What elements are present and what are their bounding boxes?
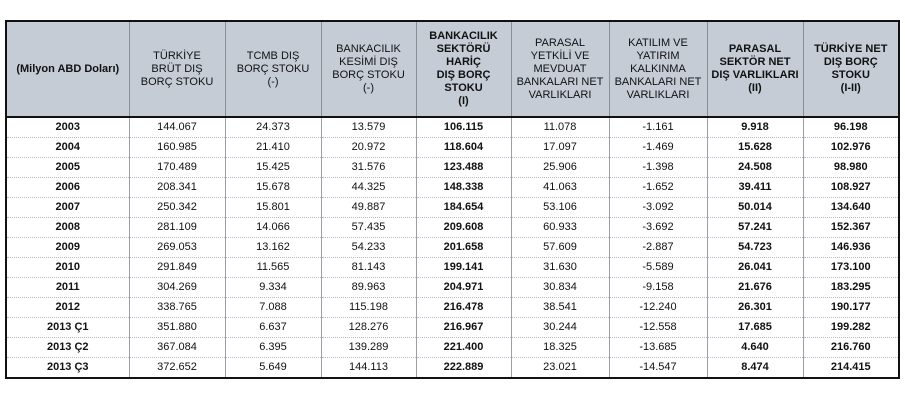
cell-banking-debt: 144.113: [321, 358, 416, 379]
cell-monetary-deposit-assets: 30.834: [511, 278, 609, 298]
cell-period: 2008: [6, 218, 129, 238]
cell-gross-debt: 250.342: [129, 198, 225, 218]
header-monetary-sector-net-assets: PARASAL SEKTÖR NET DIŞ VARLIKLARI (II): [707, 21, 803, 117]
cell-monetary-sector-assets: 50.014: [707, 198, 803, 218]
cell-monetary-deposit-assets: 53.106: [511, 198, 609, 218]
cell-gross-debt: 281.109: [129, 218, 225, 238]
cell-monetary-deposit-assets: 30.244: [511, 318, 609, 338]
cell-gross-debt: 160.985: [129, 138, 225, 158]
cell-excl-banking-debt: 222.889: [416, 358, 511, 379]
header-net-external-debt: TÜRKİYE NET DIŞ BORÇ STOKU (I-II): [803, 21, 899, 117]
cell-net-debt: 183.295: [803, 278, 899, 298]
cell-monetary-deposit-assets: 23.021: [511, 358, 609, 379]
cell-monetary-deposit-assets: 31.630: [511, 258, 609, 278]
header-participation-investment-net-assets: KATILIM VE YATIRIM KALKINMA BANKALARI NET VARLIKLARI: [609, 21, 707, 117]
external-debt-table-container: [5, 20, 898, 379]
cell-cbrt-debt: 14.066: [225, 218, 321, 238]
cell-excl-banking-debt: 184.654: [416, 198, 511, 218]
cell-gross-debt: 269.053: [129, 238, 225, 258]
cell-banking-debt: 139.289: [321, 338, 416, 358]
cell-period: 2010: [6, 258, 129, 278]
cell-monetary-sector-assets: 9.918: [707, 117, 803, 138]
cell-monetary-deposit-assets: 18.325: [511, 338, 609, 358]
cell-excl-banking-debt: 148.338: [416, 178, 511, 198]
cell-cbrt-debt: 11.565: [225, 258, 321, 278]
table-row: [6, 178, 899, 198]
cell-participation-assets: -9.158: [609, 278, 707, 298]
cell-monetary-deposit-assets: 60.933: [511, 218, 609, 238]
cell-excl-banking-debt: 221.400: [416, 338, 511, 358]
cell-net-debt: 190.177: [803, 298, 899, 318]
cell-banking-debt: 20.972: [321, 138, 416, 158]
cell-net-debt: 214.415: [803, 358, 899, 379]
cell-monetary-sector-assets: 15.628: [707, 138, 803, 158]
header-banking-external-debt: BANKACILIK KESİMİ DIŞ BORÇ STOKU (-): [321, 21, 416, 117]
cell-excl-banking-debt: 201.658: [416, 238, 511, 258]
cell-monetary-sector-assets: 24.508: [707, 158, 803, 178]
cell-monetary-deposit-assets: 41.063: [511, 178, 609, 198]
cell-banking-debt: 115.198: [321, 298, 416, 318]
cell-cbrt-debt: 24.373: [225, 117, 321, 138]
cell-period: 2013 Ç1: [6, 318, 129, 338]
cell-period: 2012: [6, 298, 129, 318]
table-row: [6, 318, 899, 338]
cell-monetary-deposit-assets: 11.078: [511, 117, 609, 138]
cell-gross-debt: 367.084: [129, 338, 225, 358]
cell-participation-assets: -12.240: [609, 298, 707, 318]
cell-gross-debt: 338.765: [129, 298, 225, 318]
cell-cbrt-debt: 6.395: [225, 338, 321, 358]
cell-gross-debt: 291.849: [129, 258, 225, 278]
cell-excl-banking-debt: 216.478: [416, 298, 511, 318]
table-row: [6, 358, 899, 379]
header-excl-banking-debt: BANKACILIK SEKTÖRÜ HARİÇ DIŞ BORÇ STOKU (I): [416, 21, 511, 117]
cell-cbrt-debt: 9.334: [225, 278, 321, 298]
table-row: [6, 278, 899, 298]
cell-net-debt: 173.100: [803, 258, 899, 278]
header-row: [6, 21, 899, 117]
cell-participation-assets: -3.692: [609, 218, 707, 238]
cell-monetary-sector-assets: 54.723: [707, 238, 803, 258]
cell-monetary-sector-assets: 26.041: [707, 258, 803, 278]
cell-participation-assets: -2.887: [609, 238, 707, 258]
cell-excl-banking-debt: 118.604: [416, 138, 511, 158]
cell-participation-assets: -13.685: [609, 338, 707, 358]
cell-banking-debt: 54.233: [321, 238, 416, 258]
cell-cbrt-debt: 15.801: [225, 198, 321, 218]
cell-gross-debt: 372.652: [129, 358, 225, 379]
cell-banking-debt: 89.963: [321, 278, 416, 298]
cell-excl-banking-debt: 106.115: [416, 117, 511, 138]
cell-excl-banking-debt: 199.141: [416, 258, 511, 278]
cell-participation-assets: -1.652: [609, 178, 707, 198]
header-unit: (Milyon ABD Doları): [6, 21, 129, 117]
cell-cbrt-debt: 15.425: [225, 158, 321, 178]
table-row: [6, 198, 899, 218]
table-body: [6, 117, 899, 378]
cell-cbrt-debt: 5.649: [225, 358, 321, 379]
cell-period: 2007: [6, 198, 129, 218]
header-gross-external-debt: TÜRKİYE BRÜT DIŞ BORÇ STOKU: [129, 21, 225, 117]
cell-participation-assets: -1.161: [609, 117, 707, 138]
cell-net-debt: 102.976: [803, 138, 899, 158]
cell-cbrt-debt: 7.088: [225, 298, 321, 318]
table-row: [6, 218, 899, 238]
cell-net-debt: 199.282: [803, 318, 899, 338]
cell-banking-debt: 128.276: [321, 318, 416, 338]
cell-excl-banking-debt: 209.608: [416, 218, 511, 238]
cell-gross-debt: 208.341: [129, 178, 225, 198]
cell-banking-debt: 13.579: [321, 117, 416, 138]
external-debt-table: [5, 20, 900, 379]
cell-monetary-sector-assets: 17.685: [707, 318, 803, 338]
cell-monetary-sector-assets: 39.411: [707, 178, 803, 198]
cell-period: 2009: [6, 238, 129, 258]
cell-net-debt: 96.198: [803, 117, 899, 138]
cell-monetary-sector-assets: 26.301: [707, 298, 803, 318]
cell-participation-assets: -1.469: [609, 138, 707, 158]
cell-excl-banking-debt: 204.971: [416, 278, 511, 298]
table-header: [6, 21, 899, 117]
cell-participation-assets: -1.398: [609, 158, 707, 178]
cell-excl-banking-debt: 216.967: [416, 318, 511, 338]
cell-net-debt: 146.936: [803, 238, 899, 258]
header-cbrt-external-debt: TCMB DIŞ BORÇ STOKU (-): [225, 21, 321, 117]
cell-period: 2013 Ç3: [6, 358, 129, 379]
cell-net-debt: 108.927: [803, 178, 899, 198]
cell-participation-assets: -14.547: [609, 358, 707, 379]
table-row: [6, 258, 899, 278]
table-row: [6, 117, 899, 138]
cell-banking-debt: 49.887: [321, 198, 416, 218]
cell-period: 2004: [6, 138, 129, 158]
table-row: [6, 298, 899, 318]
cell-period: 2006: [6, 178, 129, 198]
cell-net-debt: 152.367: [803, 218, 899, 238]
cell-net-debt: 134.640: [803, 198, 899, 218]
cell-net-debt: 216.760: [803, 338, 899, 358]
cell-monetary-deposit-assets: 25.906: [511, 158, 609, 178]
cell-monetary-sector-assets: 57.241: [707, 218, 803, 238]
cell-monetary-deposit-assets: 38.541: [511, 298, 609, 318]
cell-monetary-deposit-assets: 57.609: [511, 238, 609, 258]
cell-gross-debt: 144.067: [129, 117, 225, 138]
table-row: [6, 338, 899, 358]
cell-monetary-sector-assets: 8.474: [707, 358, 803, 379]
cell-cbrt-debt: 6.637: [225, 318, 321, 338]
cell-period: 2005: [6, 158, 129, 178]
cell-banking-debt: 81.143: [321, 258, 416, 278]
cell-period: 2003: [6, 117, 129, 138]
cell-excl-banking-debt: 123.488: [416, 158, 511, 178]
table-row: [6, 158, 899, 178]
cell-participation-assets: -5.589: [609, 258, 707, 278]
cell-gross-debt: 351.880: [129, 318, 225, 338]
header-monetary-deposit-net-assets: PARASAL YETKİLİ VE MEVDUAT BANKALARI NET VARLIKLARI: [511, 21, 609, 117]
cell-net-debt: 98.980: [803, 158, 899, 178]
cell-monetary-deposit-assets: 17.097: [511, 138, 609, 158]
cell-monetary-sector-assets: 4.640: [707, 338, 803, 358]
cell-cbrt-debt: 13.162: [225, 238, 321, 258]
cell-gross-debt: 304.269: [129, 278, 225, 298]
table-row: [6, 238, 899, 258]
cell-gross-debt: 170.489: [129, 158, 225, 178]
table-row: [6, 138, 899, 158]
cell-participation-assets: -12.558: [609, 318, 707, 338]
cell-banking-debt: 57.435: [321, 218, 416, 238]
cell-banking-debt: 44.325: [321, 178, 416, 198]
cell-cbrt-debt: 15.678: [225, 178, 321, 198]
cell-participation-assets: -3.092: [609, 198, 707, 218]
cell-period: 2011: [6, 278, 129, 298]
cell-period: 2013 Ç2: [6, 338, 129, 358]
cell-monetary-sector-assets: 21.676: [707, 278, 803, 298]
cell-cbrt-debt: 21.410: [225, 138, 321, 158]
cell-banking-debt: 31.576: [321, 158, 416, 178]
